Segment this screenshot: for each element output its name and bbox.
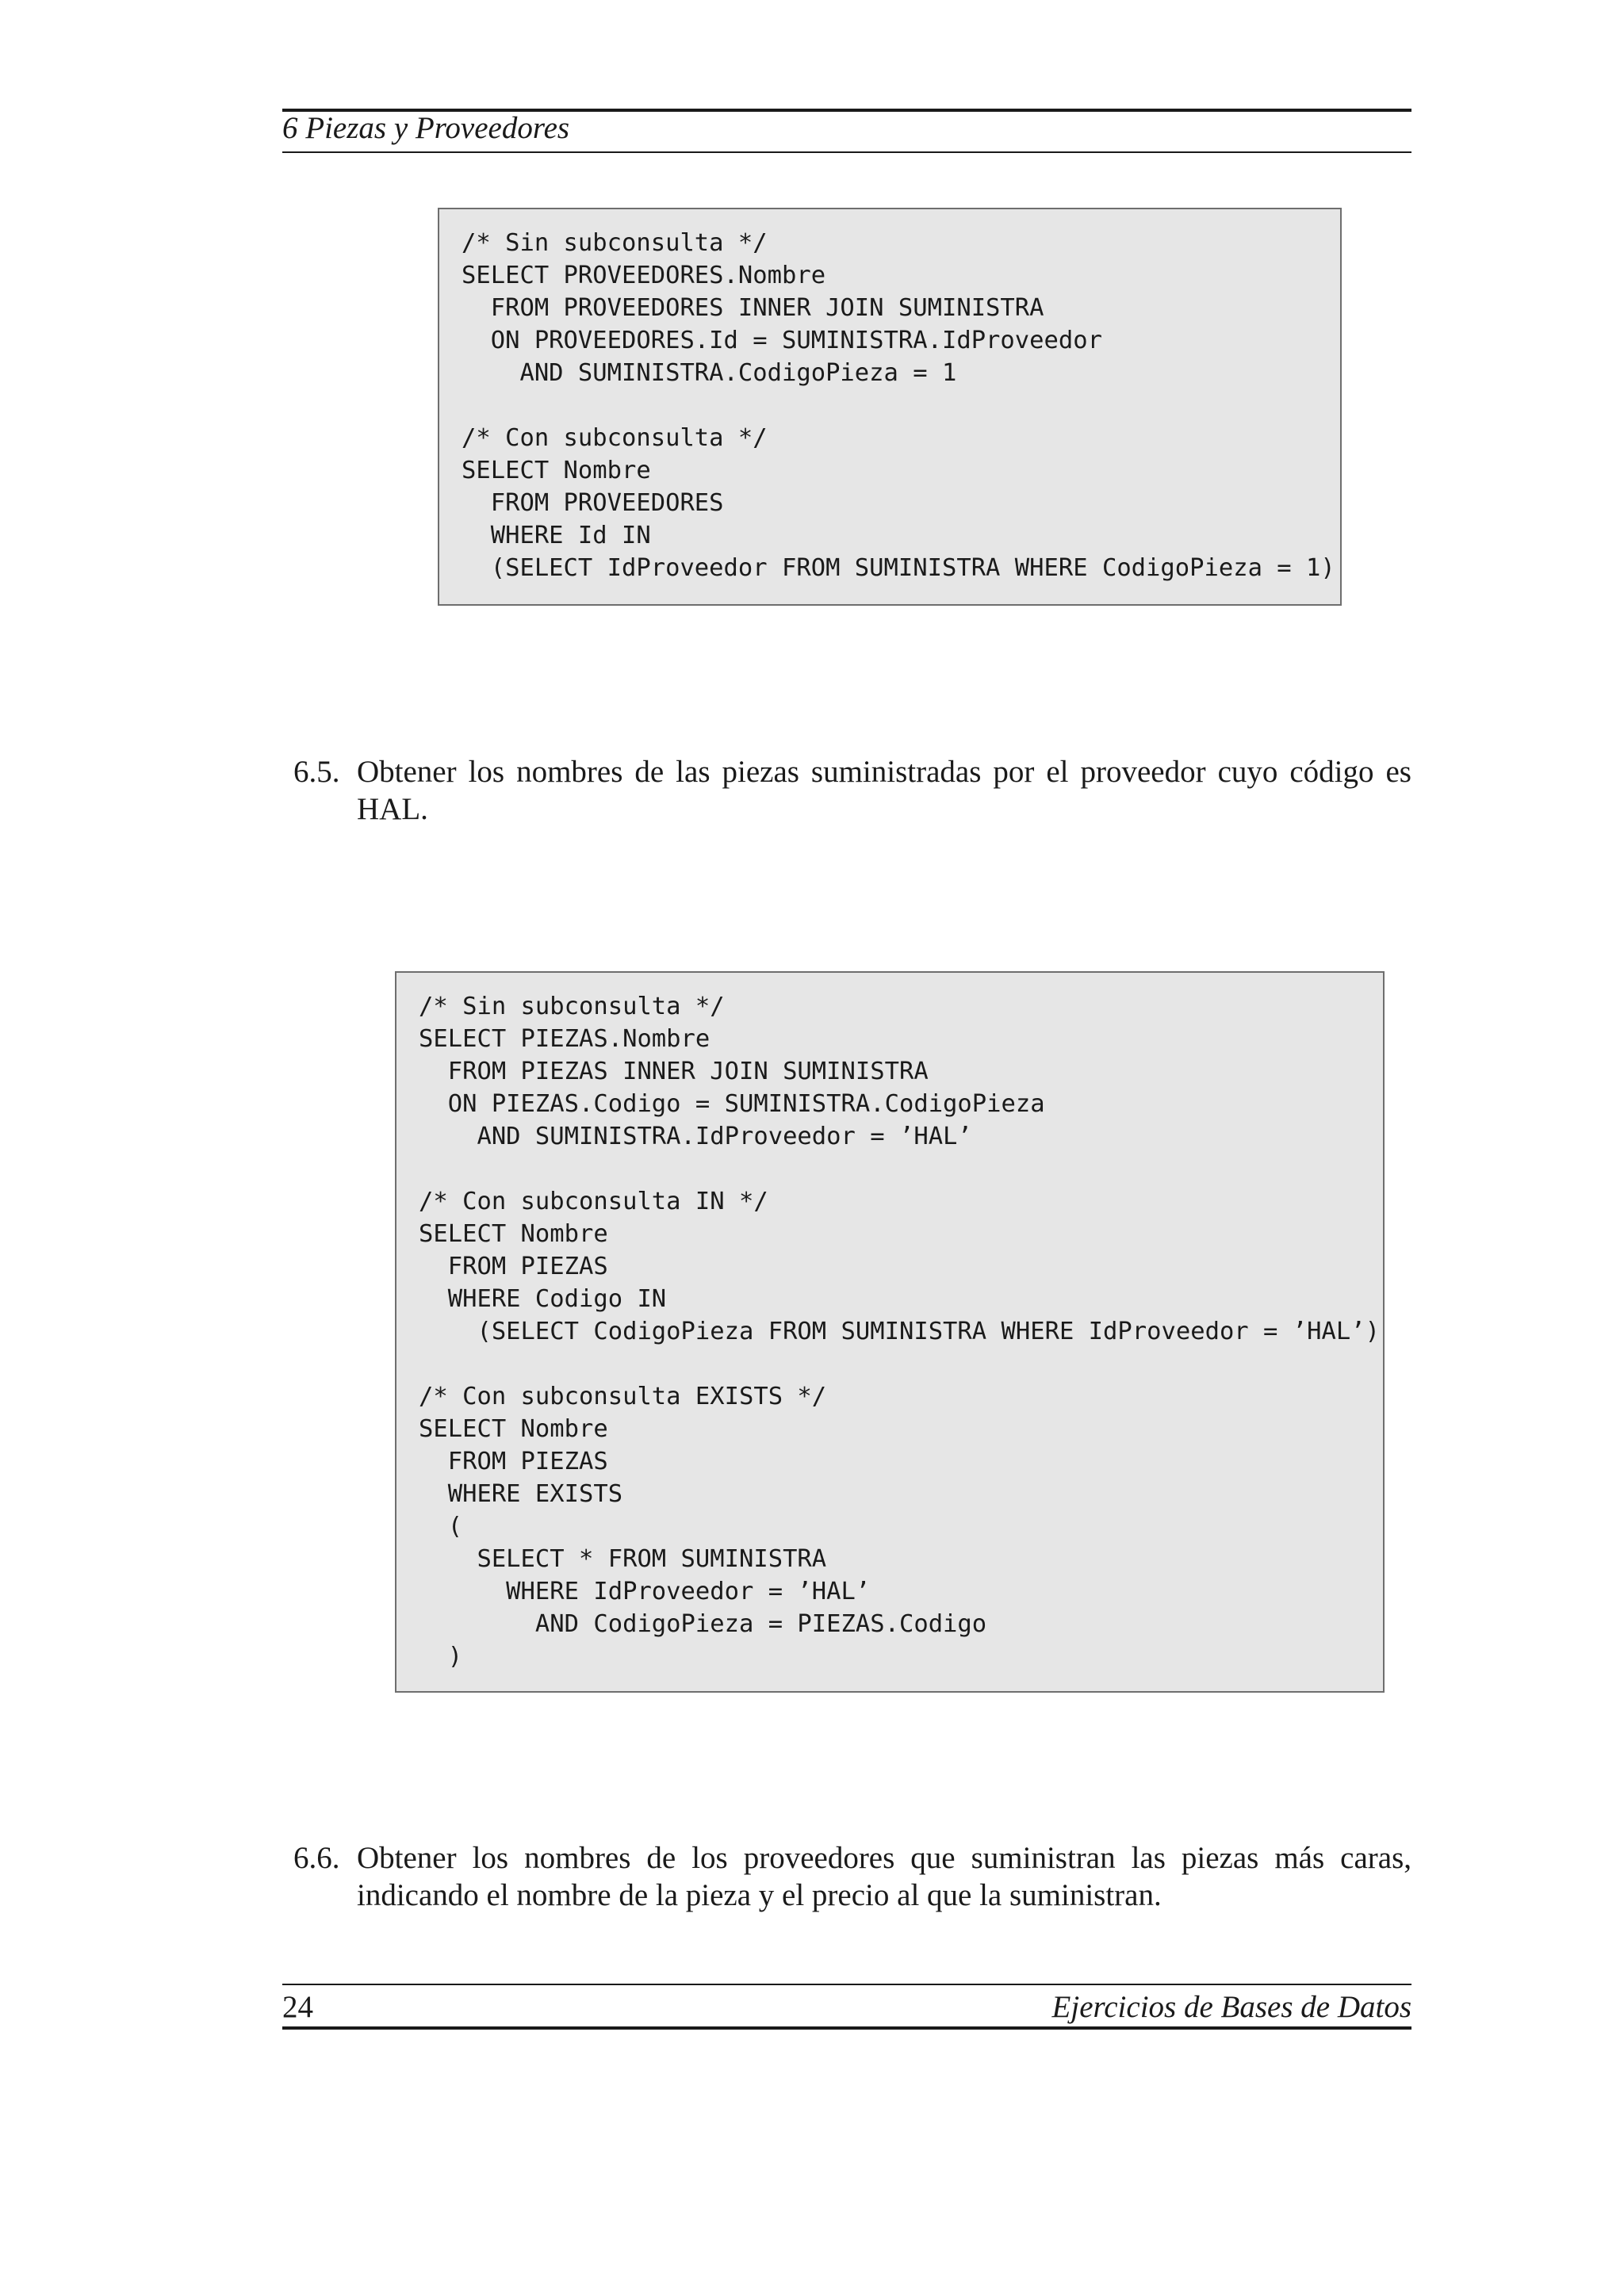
code-line: AND CodigoPieza = PIEZAS.Codigo [419, 1610, 987, 1638]
header-bottom-rule [282, 151, 1411, 153]
code-line: SELECT Nombre [462, 457, 651, 484]
code-line: ( [419, 1513, 463, 1540]
code-line [462, 389, 1340, 422]
code-line: ON PIEZAS.Codigo = SUMINISTRA.CodigoPieza [419, 1090, 1045, 1118]
code-line: WHERE EXISTS [419, 1480, 623, 1508]
code-line: /* Sin subconsulta */ [419, 993, 725, 1020]
exercise-6-5 [293, 753, 1411, 828]
code-line: SELECT PROVEEDORES.Nombre [462, 262, 826, 289]
code-line: ON PROVEEDORES.Id = SUMINISTRA.IdProveedor [462, 327, 1102, 354]
code-line: SELECT Nombre [419, 1220, 608, 1248]
code-listing [462, 227, 1340, 584]
code-line: FROM PROVEEDORES INNER JOIN SUMINISTRA [462, 294, 1044, 322]
code-line [419, 1153, 1383, 1185]
code-line: FROM PIEZAS [419, 1253, 608, 1280]
page-number: 24 [282, 1990, 313, 2024]
code-line: /* Con subconsulta */ [462, 424, 768, 452]
footer-top-rule [282, 1984, 1411, 1985]
code-line: /* Con subconsulta IN */ [419, 1188, 768, 1215]
running-footer-title: Ejercicios de Bases de Datos [1051, 1990, 1411, 2024]
code-line: AND SUMINISTRA.IdProveedor = ’HAL’ [419, 1123, 972, 1150]
code-line: (SELECT CodigoPieza FROM SUMINISTRA WHERE IdProveedor = ’HAL’) [419, 1318, 1380, 1345]
code-line: SELECT PIEZAS.Nombre [419, 1025, 710, 1053]
code-line: FROM PIEZAS INNER JOIN SUMINISTRA [419, 1058, 929, 1085]
code-line: AND SUMINISTRA.CodigoPieza = 1 [462, 359, 957, 387]
code-line: SELECT Nombre [419, 1415, 608, 1443]
code-line: FROM PROVEEDORES [462, 489, 724, 517]
code-line: (SELECT IdProveedor FROM SUMINISTRA WHERE CodigoPieza = 1) [462, 554, 1335, 582]
exercise-6-6 [293, 1839, 1411, 1914]
code-line: WHERE IdProveedor = ’HAL’ [419, 1578, 871, 1605]
code-block-pieces-from-hal [395, 971, 1385, 1693]
exercise-statement: Obtener los nombres de los proveedores que suministran las piezas más caras, indicando el nombre de la pieza y el precio al que la suministran. [357, 1841, 1411, 1912]
running-header-title: 6 Piezas y Proveedores [282, 111, 570, 145]
code-line: WHERE Id IN [462, 522, 651, 549]
code-line: SELECT * FROM SUMINISTRA [419, 1545, 827, 1573]
code-line [419, 1348, 1383, 1380]
code-line: /* Sin subconsulta */ [462, 229, 768, 257]
code-line: FROM PIEZAS [419, 1448, 608, 1475]
code-listing [419, 990, 1383, 1673]
code-block-suppliers-of-piece-1 [438, 208, 1342, 606]
code-line: ) [419, 1643, 463, 1670]
exercise-number: 6.6. [293, 1841, 340, 1875]
exercise-statement: Obtener los nombres de las piezas suministradas por el proveedor cuyo código es HAL. [357, 755, 1411, 826]
footer-bottom-rule [282, 2026, 1411, 2030]
code-line: /* Con subconsulta EXISTS */ [419, 1383, 827, 1410]
code-line: WHERE Codigo IN [419, 1285, 667, 1313]
exercise-number: 6.5. [293, 755, 340, 789]
